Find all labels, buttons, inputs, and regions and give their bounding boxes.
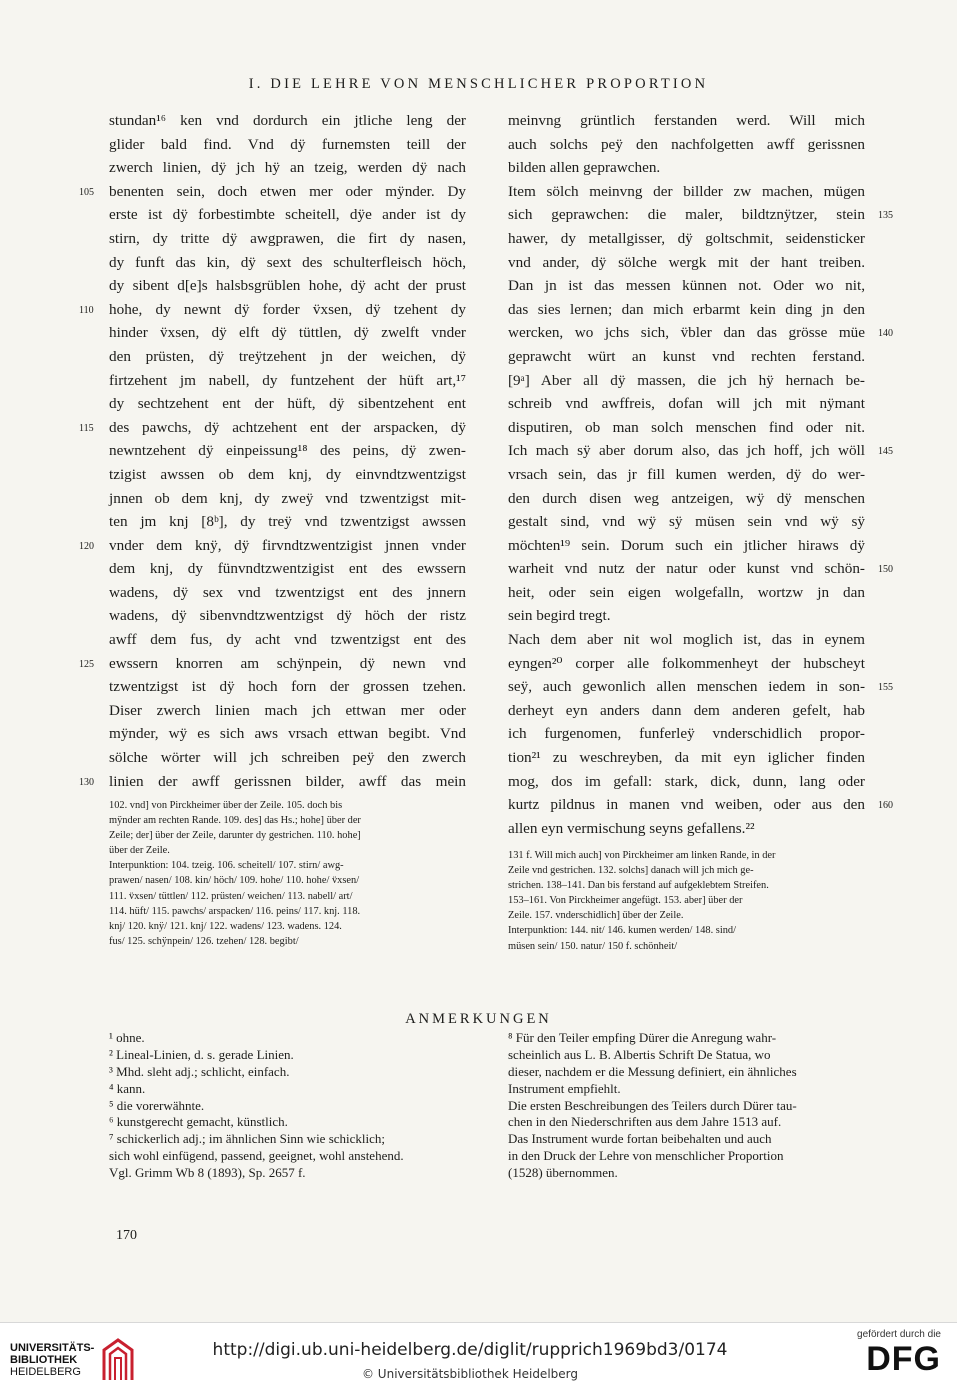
anmerkung-line: ⁵ die vorerwähnte. [109,1097,205,1113]
line-number: 125 [79,658,94,670]
text-line-content: sein begird tregt. [508,607,611,625]
text-line [109,133,466,157]
text-line-content: hawer, dy metallgisser, dÿ goltschmit, seidensticker [508,229,865,247]
library-emblem-icon [98,1336,138,1384]
text-line-content: firtzehent jm nabell, dy funtzehent der hüft art,¹⁷ [109,371,466,389]
permalink-url[interactable]: http://digi.ub.uni-heidelberg.de/diglit/rupprich1969bd3/0174 [212,1340,728,1360]
text-line [109,392,466,416]
text-line-content: [9ᵃ] Aber all dÿ massen, die jch hÿ hernach be- [508,371,865,389]
text-line [508,156,865,180]
text-line-content: Nach dem aber nit wol moglich ist, das in eynem [508,631,865,649]
line-number: 105 [79,186,94,198]
text-line [508,298,865,322]
text-line-content: den prüsten, dÿ treÿtzehent jn der weichen, dÿ [109,347,466,365]
text-line-content: vnder dem knÿ, dÿ firvndtzwentzigist jnnen vnder [109,536,466,554]
text-line [508,557,893,581]
text-line [508,439,893,463]
text-line-content: warheit vnd nutz der natur oder kunst vnd schön- [508,560,865,578]
text-line [508,628,865,652]
line-number: 110 [79,304,94,316]
text-line [109,109,466,133]
text-line-content: sölche wörter will jch schreiben peÿ den zwerch [109,749,466,767]
apparatus-note-line: 114. hüft/ 115. pawchs/ arspacken/ 116. peins/ 117. knj. 118. [109,905,361,917]
text-line [508,133,865,157]
text-line-content: ich furgenomen, funferleÿ vnderschidlich propor- [508,725,865,743]
text-line-content: eyngen²⁰ corper alle folkommenheyt der hubscheyt [508,654,865,672]
anmerkungen-title: ANMERKUNGEN [405,1011,552,1027]
dfg-wordmark: DFG [866,1340,941,1378]
text-line-content: ewssern knorren am schÿnpein, dÿ newn vnd [109,654,466,672]
text-line [508,604,865,628]
apparatus-note-line: müsen sein/ 150. natur/ 150 f. schönheit/ [508,940,678,952]
text-line-content: dy sechtzehent ent der hüft, dÿ sibentzehent ent [109,395,466,413]
text-line-content: Diser zwerch linien mach jch ettwan mer oder [109,701,466,719]
text-line-content: Dan jn ist das messen künnen not. Oder wo nit, [508,277,865,295]
text-line-content: linien der awff gerissnen bilder, awff das mein [109,772,466,790]
text-line-content: glider bald find. Vnd dÿ furnemsten teill der [109,135,466,153]
apparatus-note-line: knj/ 120. knÿ/ 121. knj/ 122. wadens/ 123. wadens. 124. [109,920,342,932]
text-line-content: sich geprawchen: die maler, bildtznÿtzer, stein [508,206,865,224]
text-line [109,699,466,723]
anmerkung-line: ¹ ohne. [109,1030,145,1045]
text-line [508,109,865,133]
text-line-content: wadens, dÿ sex vnd tzwentzigst ent des jnnern [109,583,466,601]
text-line-content: tzigist awssen ob dem knj, dy einvndtzwentzigst [109,465,466,483]
text-line-content: allen eyn vermischung seyns gefallens.²² [508,819,755,837]
text-line [109,369,466,393]
text-line-content: mog, dos im gefall: stark, dick, dunn, lang oder [508,772,865,790]
apparatus-note-line: Zeile. 157. vnderschidlich] über der Zeile. [508,910,684,922]
apparatus-notes-right [508,848,865,954]
text-line-content: vnd ander, dÿ sölche wergk mit der hant treiben. [508,253,865,271]
text-line [109,156,466,180]
text-line [109,274,466,298]
text-line-content: das sies lernen; dan mich erbarmt kein ding jn den [508,300,865,318]
text-line [508,227,865,251]
text-line [109,227,466,251]
text-line [79,416,466,440]
text-line [508,817,865,841]
apparatus-note-line: Zeile vnd gestrichen. 132. solchs] danach will jch mich ge- [508,865,754,877]
library-logo[interactable] [10,1336,138,1384]
text-line-content: den durch disen weg antzeigen, wÿ dÿ menschen [508,489,865,507]
apparatus-note-line: Zeile; der] über der Zeile, darunter dy gestrichen. 110. hohe] [109,830,361,842]
apparatus-note-line: 111. v̈xsen/ tüttlen/ 112. prüsten/ weichen/ 113. nabell/ art/ [109,890,353,902]
text-line-content: auch solchs peÿ den nachfolgetten awff gerissnen [508,135,865,153]
text-line-content: dy funft das kin, dÿ sext des schulterfleisch höch, [109,253,466,271]
text-line-content: newntzehent dÿ einpeissung¹⁸ des peins, dÿ zwen- [109,442,466,460]
line-number: 150 [878,564,893,576]
anmerkungen-left [109,1030,469,1182]
text-line-content: Item sölch meinvng der billder zw machen, mügen [508,182,865,200]
apparatus-note-line: Interpunktion: 144. nit/ 146. kumen werden/ 148. sind/ [508,925,736,937]
anmerkung-line: in den Druck der Lehre von menschlicher Proportion [508,1148,784,1164]
text-line-content: tzwentzigst ist dÿ hoch forn der grossen tzehen. [109,678,466,696]
main-text-right-column [508,109,893,840]
page-header: I. DIE LEHRE VON MENSCHLICHER PROPORTION [248,76,709,92]
dfg-caption: gefördert durch die [857,1329,941,1340]
anmerkung-line: ² Lineal-Linien, d. s. gerade Linien. [109,1046,294,1062]
anmerkung-line: (1528) übernommen. [508,1165,618,1181]
text-line-content: zwerch linien, dÿ jch hÿ an tzeig, werden dÿ nach [109,159,466,177]
text-line [109,487,466,511]
text-line-content: seÿ, auch gewonlich allen menschen iedem in son- [508,678,865,696]
text-line-content: tion²¹ zu weschreyben, da mit eyn iglicher finden [508,749,865,767]
anmerkung-line: ⁴ kann. [109,1080,146,1096]
anmerkung-line: Instrument empfiehlt. [508,1080,621,1096]
line-number: 135 [878,210,893,222]
text-line [109,510,466,534]
text-line [508,793,893,817]
text-line-content: bilden allen geprawchen. [508,159,661,177]
text-line [508,416,865,440]
apparatus-note-line: fus/ 125. schÿnpein/ 126. tzehen/ 128. begibt/ [109,935,299,947]
text-line [508,746,865,770]
anmerkung-line: ⁶ kunstgerecht gemacht, künstlich. [109,1114,288,1130]
text-line [508,675,893,699]
text-line [79,534,466,558]
text-line [109,746,466,770]
copyright-notice: © Universitätsbibliothek Heidelberg [361,1367,578,1381]
anmerkung-line: Vgl. Grimm Wb 8 (1893), Sp. 2657 f. [109,1165,306,1181]
apparatus-note-line: strichen. 138–141. Dan bis ferstand auf aufgeklebtem Streifen. [508,880,769,892]
anmerkung-line: dieser, nachdem er die Messung definiert, ein ähnliches [508,1063,797,1079]
text-line-content: awff dem fus, dy acht vnd tzwentzigst ent des [109,631,466,649]
text-line [508,203,893,227]
text-line [109,345,466,369]
text-line-content: des pawchs, dÿ achtzehent ent der arspacken, dÿ [109,418,466,436]
text-line-content: heit, oder sein eigen wolgefalln, wortzw jn dan [508,583,865,601]
text-line-content: erste ist dÿ forbestimbte scheitell, dÿe ander ist dy [109,206,466,224]
text-line-content: derheyt eyn anders dann dem anderen gefelt, hab [508,701,865,719]
text-line-content: jnnen ob dem knj, dy zweÿ vnd tzwentzigst mit- [109,489,466,507]
anmerkung-line: Die ersten Beschreibungen des Teilers durch Dürer tau- [508,1097,797,1113]
text-line [508,487,865,511]
anmerkung-line: sich wohl einfügend, passend, geeignet, wohl anstehend. [109,1148,404,1164]
footer-bar [0,1322,957,1394]
line-number: 160 [878,800,893,812]
text-line-content: dem knj, dy fünvndtzwentzigist ent des ewssern [109,560,466,578]
text-line-content: möchten¹⁹ sein. Dorum such ein jtlicher hiraws dÿ [508,536,865,554]
text-line [109,439,466,463]
text-line-content: ten jm knj [8ᵇ], dy treÿ vnd tzwentzigst awssen [109,513,466,531]
text-line [79,180,466,204]
text-line-content: gestalt sind, vnd wÿ sÿ müsen sein vnd wÿ sÿ [508,513,865,531]
text-line-content: geprawcht würt an kunst vnd rechten ferstand. [508,347,865,365]
text-line [109,675,466,699]
text-line [508,392,865,416]
text-line [508,369,865,393]
anmerkung-line: chen in den Niederschriften aus dem Jahre 1513 auf. [508,1114,782,1130]
text-line [508,770,865,794]
text-line [508,345,865,369]
main-text-left-column [79,109,466,793]
line-number: 140 [878,328,893,340]
text-line-content: hohe, dy newnt dÿ forder v̈xsen, dÿ tzehent dy [109,300,466,318]
apparatus-notes-left [109,798,466,949]
apparatus-note-line: 131 f. Will mich auch] von Pirckheimer am linken Rande, in der [508,850,776,861]
line-number: 130 [79,776,94,788]
text-line-content: disputiren, ob man solch menschen find oder nit. [508,418,865,436]
text-line [508,581,865,605]
text-line [79,770,466,794]
text-line-content: stundan¹⁶ ken vnd dordurch ein jtliche leng der [109,112,466,129]
text-line [109,203,466,227]
text-line [508,180,865,204]
text-line [109,604,466,628]
page-number: 170 [116,1228,137,1243]
text-line [508,722,865,746]
anmerkungen-right [508,1030,863,1182]
anmerkung-line: scheinlich aus L. B. Albertis Schrift De Statua, wo [508,1046,771,1062]
text-line [508,463,865,487]
anmerkung-line: ³ Mhd. sleht adj.; schlicht, einfach. [109,1063,290,1079]
apparatus-note-line: über der Zeile. [109,845,170,857]
text-line [508,251,865,275]
text-line [508,534,865,558]
text-line [109,628,466,652]
dfg-logo[interactable] [857,1329,941,1378]
apparatus-note-line: mÿnder am rechten Rande. 109. des] das Hs.; hohe] über der [109,815,361,827]
text-line [79,652,466,676]
apparatus-note-line: Interpunktion: 104. tzeig. 106. scheitell/ 107. stirn/ awg- [109,860,344,872]
text-line-content: schreib vnd awffreis, dofan will jch mit nÿmant [508,395,865,413]
text-line-content: stirn, dy tritte dÿ awgprawen, die firt dy nasen, [109,229,466,247]
text-line-content: Ich mach sÿ aber dorum also, das jch hoff, jch wöll [508,442,865,460]
text-line-content: wercken, wo jchs sich, v̈bler dan das grösse müe [508,324,865,342]
line-number: 120 [79,540,94,552]
text-line-content: wadens, dÿ sibenvndtzwentzigst dÿ höch der ristz [109,607,466,625]
text-line [508,510,865,534]
text-line-content: vrsach sein, das jr fill kumen werden, dÿ do wer- [508,465,865,483]
library-name: UNIVERSITÄTS- BIBLIOTHEK HEIDELBERG [10,1342,95,1378]
text-line [109,251,466,275]
text-line-content: hinder v̈xsen, dÿ elft dÿ tüttlen, dÿ zwelft vnder [109,324,466,342]
apparatus-note-line: prawen/ nasen/ 108. kin/ höch/ 109. hohe/ 110. hohe/ v̈xsen/ [109,875,360,887]
text-line-content: benenten sein, doch etwen mer oder mÿnder. Dy [109,182,466,200]
anmerkung-line: ⁷ schickerlich adj.; im ähnlichen Sinn wie schicklich; [109,1131,386,1147]
text-line [508,321,893,345]
text-line [109,321,466,345]
text-line [508,274,865,298]
line-number: 145 [878,446,893,458]
anmerkung-line: Das Instrument wurde fortan beibehalten und auch [508,1131,772,1147]
text-line [79,298,466,322]
text-line-content: mÿnder, wÿ es sich aws vrsach ettwan begibt. Vnd [109,725,466,743]
text-line-content: meinvng grüntlich ferstanden werd. Will mich [508,112,865,129]
text-line [508,699,865,723]
text-line [508,652,865,676]
text-line [109,557,466,581]
apparatus-note-line: 153–161. Von Pirckheimer angefügt. 153. aber] über der [508,895,743,907]
line-number: 115 [79,422,94,434]
line-number: 155 [878,682,893,694]
text-line [109,463,466,487]
text-line-content: dy sibent d[e]s halsbsgrüblen hohe, dÿ acht der prust [109,277,466,295]
anmerkung-line: ⁸ Für den Teiler empfing Dürer die Anregung wahr- [508,1030,777,1045]
text-line [109,581,466,605]
apparatus-note-line: 102. vnd] von Pirckheimer über der Zeile. 105. doch bis [109,800,343,811]
text-line-content: kurtz pildnus in manen vnd weiben, oder aus den [508,796,865,814]
text-line [109,722,466,746]
